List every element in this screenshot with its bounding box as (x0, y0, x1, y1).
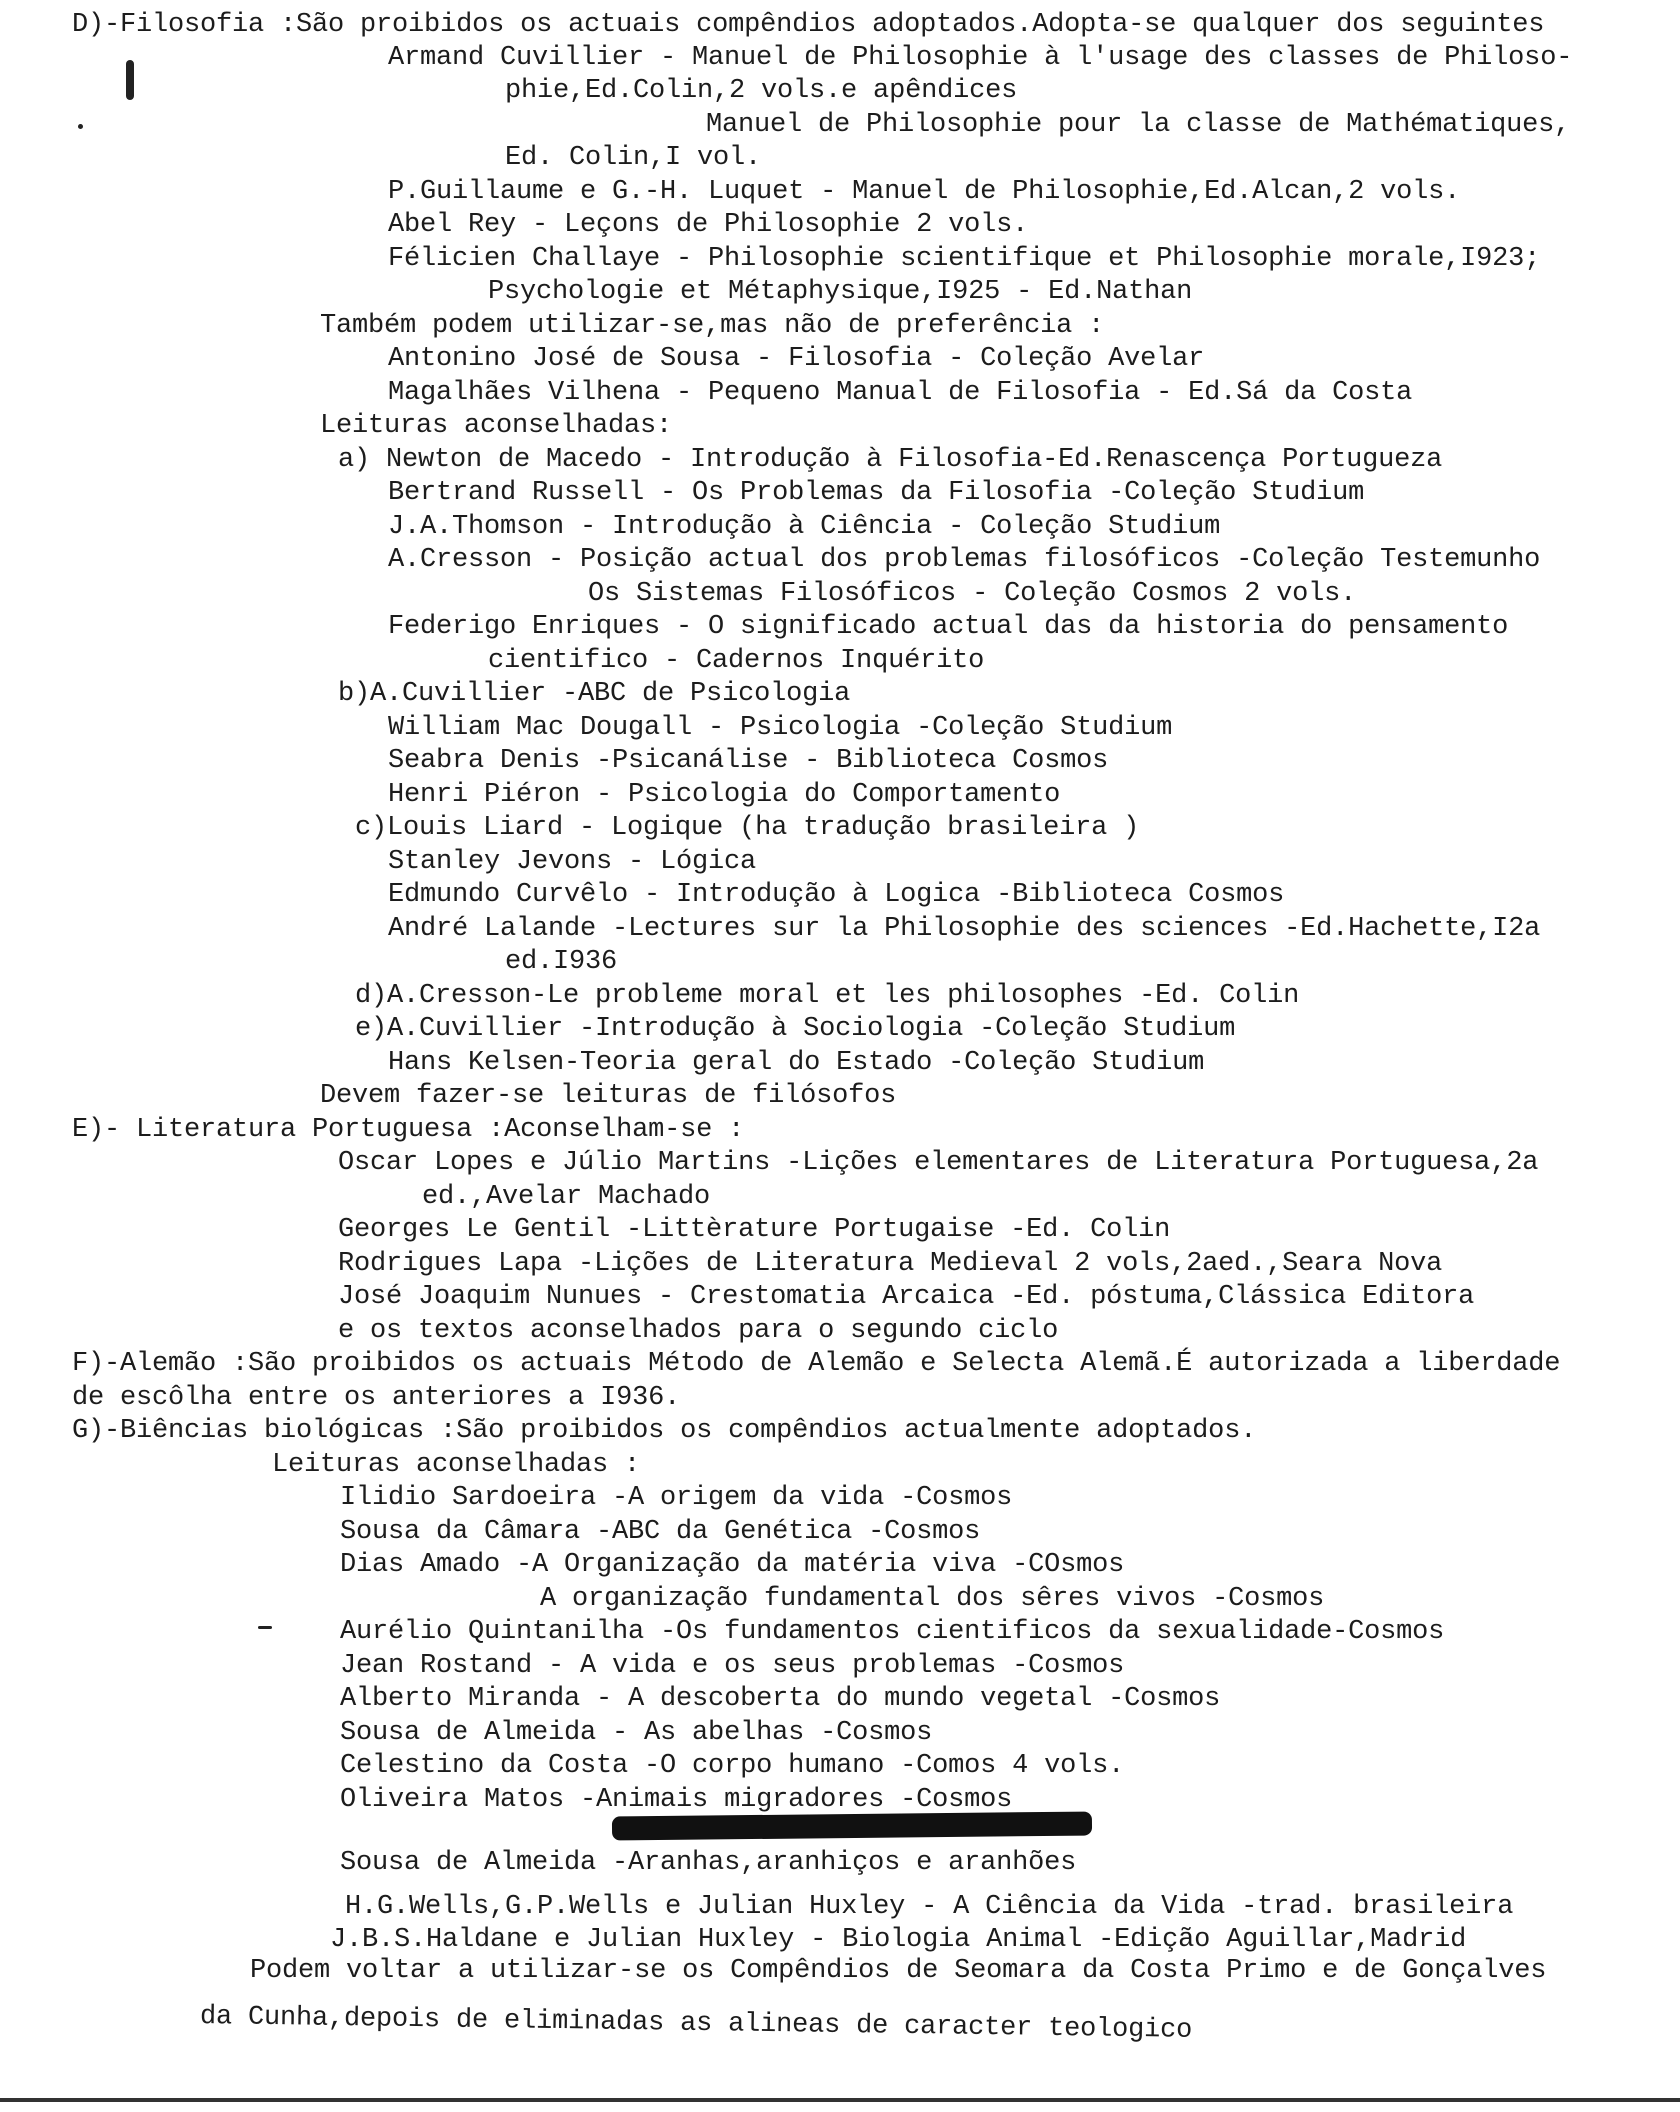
doc-line: Psychologie et Métaphysique,I925 - Ed.Nathan (488, 277, 1193, 307)
doc-line: Sousa de Almeida -Aranhas,aranhiços e aranhões (340, 1848, 1077, 1878)
doc-line: Federigo Enriques - O significado actual das da historia do pensamento (388, 612, 1509, 642)
doc-line: José Joaquim Nunues - Crestomatia Arcaica -Ed. póstuma,Clássica Editora (338, 1282, 1475, 1312)
doc-line: Antonino José de Sousa - Filosofia - Coleção Avelar (388, 344, 1205, 374)
doc-line: da Cunha,depois de eliminadas as alineas de caracter teologico (199, 2002, 1193, 2046)
doc-line: Seabra Denis -Psicanálise - Biblioteca Cosmos (388, 746, 1109, 776)
doc-line: b)A.Cuvillier -ABC de Psicologia (338, 679, 851, 709)
doc-line: J.B.S.Haldane e Julian Huxley - Biologia Animal -Edição Aguillar,Madrid (330, 1925, 1467, 1955)
doc-line: Edmundo Curvêlo - Introdução à Logica -Biblioteca Cosmos (388, 880, 1285, 910)
doc-line: phie,Ed.Colin,2 vols.e apêndices (505, 76, 1018, 106)
doc-line: Bertrand Russell - Os Problemas da Filosofia -Coleção Studium (388, 478, 1365, 508)
doc-line: Também podem utilizar-se,mas não de preferência : (320, 311, 1105, 341)
doc-line: D)-Filosofia :São proibidos os actuais compêndios adoptados.Adopta-se qualquer dos seguintes (72, 10, 1545, 40)
doc-line: a) Newton de Macedo - Introdução à Filosofia-Ed.Renascença Portugueza (338, 445, 1443, 475)
doc-line: William Mac Dougall - Psicologia -Coleção Studium (388, 713, 1173, 743)
doc-line: F)-Alemão :São proibidos os actuais Método de Alemão e Selecta Alemã.É autorizada a liberdade (72, 1349, 1561, 1379)
doc-line: e os textos aconselhados para o segundo ciclo (338, 1316, 1059, 1346)
doc-line: d)A.Cresson-Le probleme moral et les philosophes -Ed. Colin (355, 981, 1300, 1011)
doc-line: Magalhães Vilhena - Pequeno Manual de Filosofia - Ed.Sá da Costa (388, 378, 1413, 408)
doc-line: G)-Biências biológicas :São proibidos os compêndios actualmente adoptados. (72, 1416, 1257, 1446)
doc-line: E)- Literatura Portuguesa :Aconselham-se : (72, 1115, 745, 1145)
doc-line: Félicien Challaye - Philosophie scientifique et Philosophie morale,I923; (388, 244, 1541, 274)
page-bottom-rule (0, 2098, 1680, 2102)
doc-line: A.Cresson - Posição actual dos problemas filosóficos -Coleção Testemunho (388, 545, 1541, 575)
margin-mark (258, 1626, 272, 1629)
doc-line: Podem voltar a utilizar-se os Compêndios de Seomara da Costa Primo e de Gonçalves (250, 1956, 1547, 1986)
doc-line: Ed. Colin,I vol. (505, 143, 762, 173)
margin-mark (78, 124, 83, 129)
doc-line: H.G.Wells,G.P.Wells e Julian Huxley - A Ciência da Vida -trad. brasileira (345, 1892, 1514, 1922)
doc-line: André Lalande -Lectures sur la Philosophie des sciences -Ed.Hachette,I2a (388, 914, 1541, 944)
doc-line: Hans Kelsen-Teoria geral do Estado -Coleção Studium (388, 1048, 1205, 1078)
doc-line: P.Guillaume e G.-H. Luquet - Manuel de Philosophie,Ed.Alcan,2 vols. (388, 177, 1461, 207)
doc-line: Oliveira Matos -Animais migradores -Cosmos (340, 1785, 1013, 1815)
doc-line: Leituras aconselhadas: (320, 411, 673, 441)
doc-line: Armand Cuvillier - Manuel de Philosophie à l'usage des classes de Philoso- (388, 43, 1573, 73)
doc-line: c)Louis Liard - Logique (ha tradução brasileira ) (355, 813, 1140, 843)
doc-line: Georges Le Gentil -Littèrature Portugaise -Ed. Colin (338, 1215, 1171, 1245)
doc-line: Sousa de Almeida - As abelhas -Cosmos (340, 1718, 933, 1748)
doc-line: Aurélio Quintanilha -Os fundamentos cientificos da sexualidade-Cosmos (340, 1617, 1445, 1647)
doc-line: Devem fazer-se leituras de filósofos (320, 1081, 897, 1111)
doc-line: Sousa da Câmara -ABC da Genética -Cosmos (340, 1517, 981, 1547)
doc-line: Rodrigues Lapa -Lições de Literatura Medieval 2 vols,2aed.,Seara Nova (338, 1249, 1443, 1279)
doc-line: Manuel de Philosophie pour la classe de Mathématiques, (706, 110, 1571, 140)
doc-line: Leituras aconselhadas : (272, 1450, 641, 1480)
doc-line: de escôlha entre os anteriores a I936. (72, 1383, 681, 1413)
doc-line: ed.,Avelar Machado (422, 1182, 711, 1212)
doc-line: A organização fundamental dos sêres vivos -Cosmos (540, 1584, 1325, 1614)
doc-line: ed.I936 (505, 947, 618, 977)
doc-line: Abel Rey - Leçons de Philosophie 2 vols. (388, 210, 1029, 240)
doc-line: Os Sistemas Filosóficos - Coleção Cosmos 2 vols. (588, 579, 1357, 609)
doc-line: Jean Rostand - A vida e os seus problemas -Cosmos (340, 1651, 1125, 1681)
doc-line: Celestino da Costa -O corpo humano -Comos 4 vols. (340, 1751, 1125, 1781)
doc-line: Ilidio Sardoeira -A origem da vida -Cosmos (340, 1483, 1013, 1513)
doc-line: e)A.Cuvillier -Introdução à Sociologia -Coleção Studium (355, 1014, 1236, 1044)
margin-mark (126, 60, 134, 100)
doc-line: Henri Piéron - Psicologia do Comportamento (388, 780, 1061, 810)
doc-line: Oscar Lopes e Júlio Martins -Lições elementares de Literatura Portuguesa,2a (338, 1148, 1539, 1178)
redaction-strike (612, 1811, 1092, 1840)
doc-line: cientifico - Cadernos Inquérito (488, 646, 985, 676)
doc-line: Alberto Miranda - A descoberta do mundo vegetal -Cosmos (340, 1684, 1221, 1714)
doc-line: J.A.Thomson - Introdução à Ciência - Coleção Studium (388, 512, 1221, 542)
doc-line: Stanley Jevons - Lógica (388, 847, 757, 877)
doc-line: Dias Amado -A Organização da matéria viva -COsmos (340, 1550, 1125, 1580)
